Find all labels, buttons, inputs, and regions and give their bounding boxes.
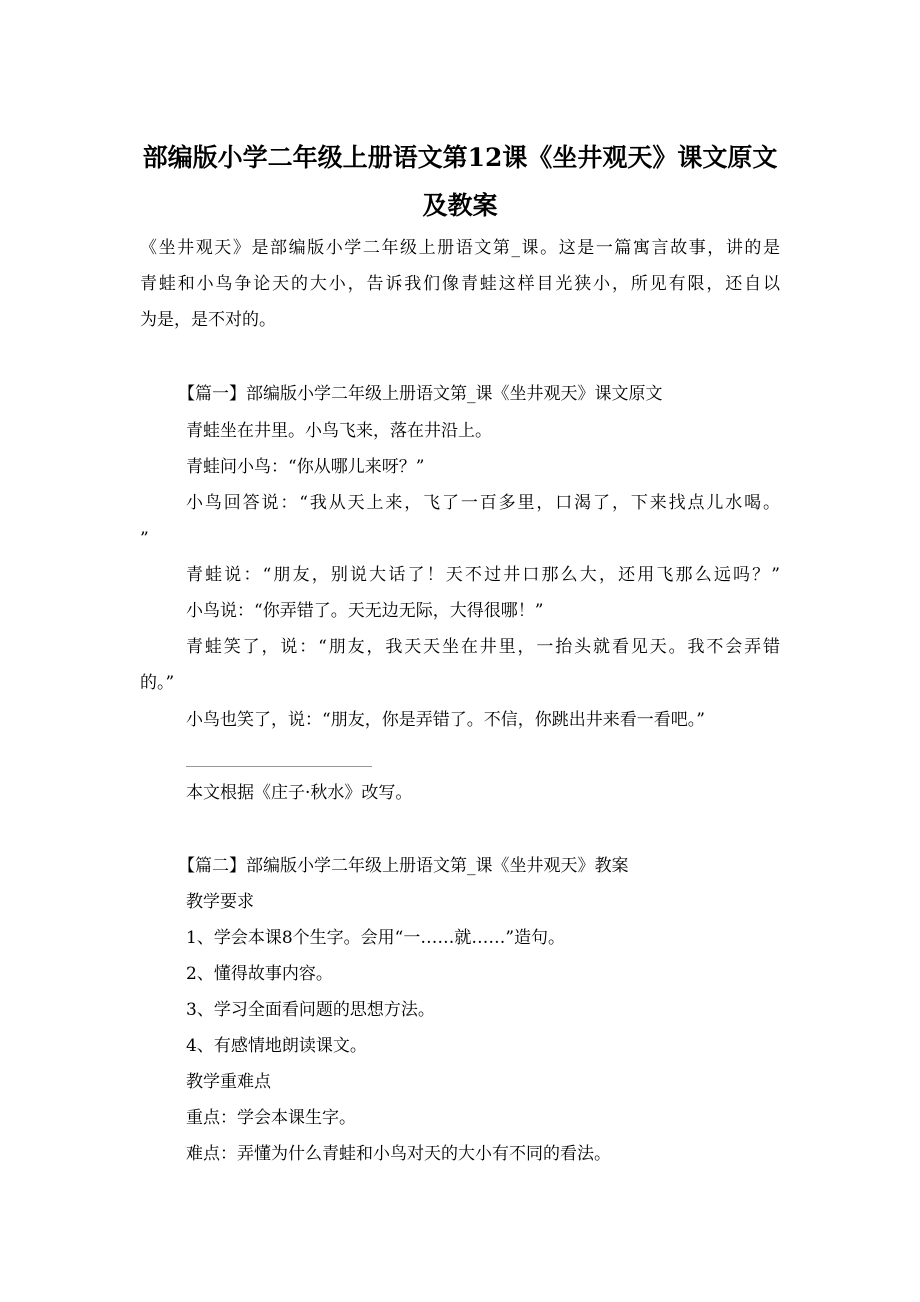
intro-line-2: 青蛙和小鸟争论天的大小，告诉我们像青蛙这样目光狭小，所见有限，还自以 — [140, 274, 780, 294]
story-paragraph: 青蛙说：“朋友，别说大话了！天不过井口那么大，还用飞那么远吗？” — [186, 565, 780, 585]
intro-line-3: 为是，是不对的。 — [140, 310, 276, 330]
footnote-divider — [186, 766, 372, 767]
story-paragraph: 青蛙笑了，说：“朋友，我天天坐在井里，一抬头就看见天。我不会弄错 — [186, 637, 780, 657]
section1-heading: 【篇一】部编版小学二年级上册语文第_课《坐井观天》课文原文 — [178, 384, 663, 404]
source-note: 本文根据《庄子·秋水》改写。 — [186, 783, 413, 803]
requirement-item: 3、学习全面看问题的思想方法。 — [186, 1000, 435, 1020]
key-point-item: 难点：弄懂为什么青蛙和小鸟对天的大小有不同的看法。 — [186, 1144, 611, 1164]
key-point-item: 重点：学会本课生字。 — [186, 1108, 356, 1128]
requirement-item: 1、学会本课8个生字。会用“一……就……”造句。 — [186, 928, 566, 948]
story-paragraph: 小鸟说：“你弄错了。天无边无际，大得很哪！” — [186, 601, 544, 621]
document-title-line-2: 及教案 — [422, 191, 498, 220]
story-paragraph: 小鸟回答说：“我从天上来，飞了一百多里，口渴了，下来找点儿水喝。 — [186, 493, 780, 513]
requirement-item: 4、有感情地朗读课文。 — [186, 1036, 367, 1056]
story-paragraph-continuation: ” — [140, 529, 149, 549]
requirement-item: 2、懂得故事内容。 — [186, 964, 333, 984]
story-paragraph: 青蛙坐在井里。小鸟飞来，落在井沿上。 — [186, 421, 492, 441]
story-paragraph: 小鸟也笑了，说：“朋友，你是弄错了。不信，你跳出井来看一看吧。” — [186, 710, 705, 730]
intro-line-1: 《坐井观天》是部编版小学二年级上册语文第_课。这是一篇寓言故事，讲的是 — [140, 238, 780, 258]
story-paragraph-continuation: 的。” — [140, 673, 175, 693]
key-points-heading: 教学重难点 — [186, 1072, 271, 1092]
section2-heading: 【篇二】部编版小学二年级上册语文第_课《坐井观天》教案 — [178, 856, 629, 876]
story-paragraph: 青蛙问小鸟：“你从哪儿来呀？” — [186, 457, 425, 477]
teaching-requirements-heading: 教学要求 — [186, 892, 254, 912]
document-title-line-1: 部编版小学二年级上册语文第12课《坐井观天》课文原文 — [142, 143, 778, 172]
